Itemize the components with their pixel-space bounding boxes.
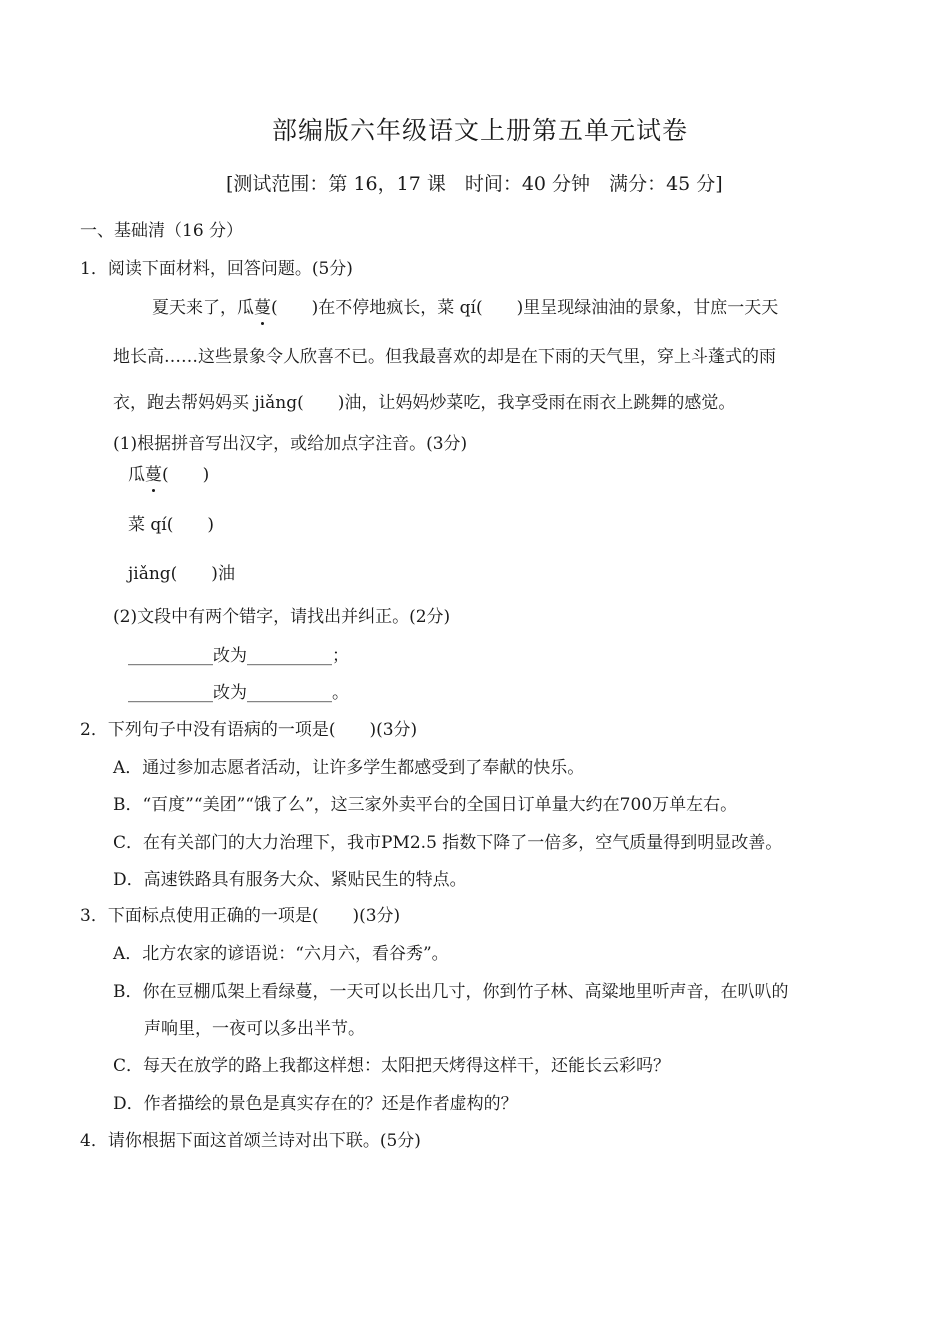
answer-item-a: [128, 464, 209, 486]
correction-line-1: __________改为__________；: [128, 646, 349, 666]
option-d: D．高速铁路具有服务大众、紧贴民生的特点。: [113, 870, 467, 890]
dotted-character: 蔓: [254, 298, 271, 318]
option-d: D．作者描绘的景色是真实存在的？还是作者虚构的？: [113, 1094, 518, 1114]
option-c: C．在有关部门的大力治理下，我市PM2.5 指数下降了一倍多，空气质量得到明显改善。: [113, 833, 783, 853]
subquestion-1-stem: (1)根据拼音写出汉字，或给加点字注音。(3分): [113, 434, 468, 454]
dotted-character: 蔓: [145, 465, 162, 485]
option-b-continued: 声响里，一夜可以多出半节。: [144, 1019, 365, 1039]
correction-line-2: __________改为__________。: [128, 683, 349, 703]
option-a: A．通过参加志愿者活动，让许多学生都感受到了奉献的快乐。: [113, 758, 585, 778]
answer-blank: ( ): [162, 465, 210, 485]
question-3-stem: 3．下面标点使用正确的一项是( )(3分): [80, 906, 401, 926]
passage-line-2: 地长高……这些景象令人欣喜不已。但我最喜欢的却是在下雨的天气里，穿上斗蓬式的雨: [113, 347, 776, 367]
subquestion-2-stem: (2)文段中有两个错字，请找出并纠正。(2分): [113, 607, 451, 627]
answer-text: 瓜: [128, 465, 145, 485]
question-4-stem: 4．请你根据下面这首颂兰诗对出下联。(5分): [80, 1131, 421, 1151]
passage-line-1: [152, 297, 778, 319]
page-title: 部编版六年级语文上册第五单元试卷: [272, 116, 689, 145]
passage-line-3: 衣，跑去帮妈妈买 jiǎng( )油，让妈妈炒菜吃，我享受雨在雨衣上跳舞的感觉。: [113, 393, 736, 413]
passage-text: 夏天来了，瓜: [152, 298, 254, 318]
question-2-stem: 2．下列句子中没有语病的一项是( )(3分): [80, 720, 418, 740]
option-b: B．“百度”“美团”“饿了么”，这三家外卖平台的全国日订单量大约在700万单左右。: [113, 795, 738, 815]
answer-item-b: 菜 qí( ): [128, 515, 214, 535]
option-a: A．北方农家的谚语说：“六月六，看谷秀”。: [113, 944, 449, 964]
option-b: B．你在豆棚瓜架上看绿蔓，一天可以长出几寸，你到竹子林、高粱地里听声音，在叭叭的: [113, 982, 789, 1002]
section-heading: 一、基础清（16 分）: [80, 221, 244, 241]
option-c: C．每天在放学的路上我都这样想：太阳把天烤得这样干，还能长云彩吗？: [113, 1056, 671, 1076]
passage-text: ( )在不停地疯长，菜 qí( )里呈现绿油油的景象，甘庶一天天: [271, 298, 779, 318]
test-scope: [测试范围：第 16，17 课 时间：40 分钟 满分：45 分]: [226, 173, 723, 195]
question-1-stem: 1．阅读下面材料，回答问题。(5分): [80, 259, 353, 279]
answer-item-c: jiǎng( )油: [128, 564, 235, 584]
